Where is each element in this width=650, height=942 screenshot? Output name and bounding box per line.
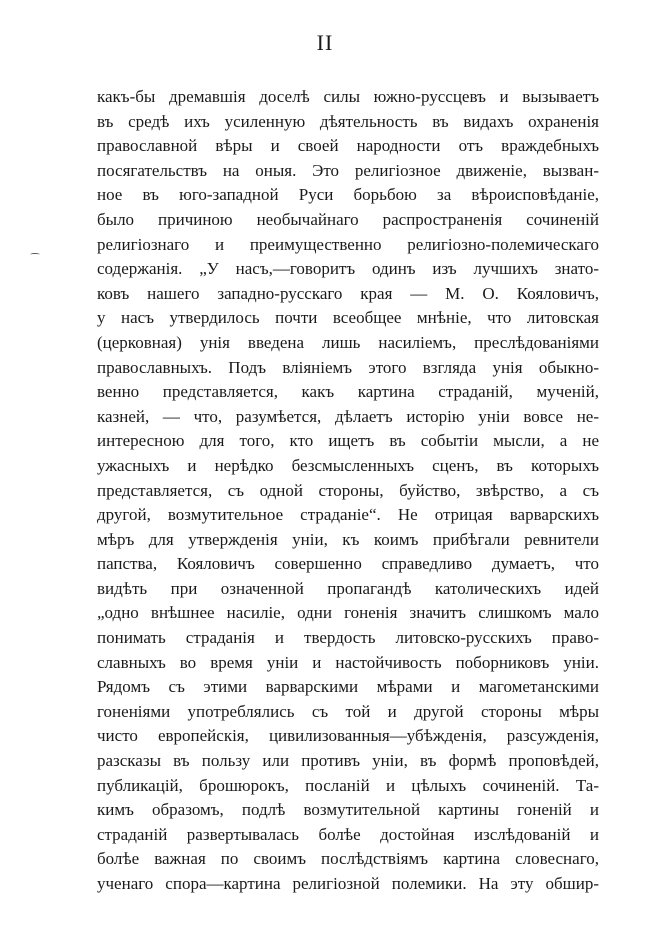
text-line: ученаго спора—картина религіозной полемики. На эту обшир- (97, 874, 599, 893)
text-line: кимъ образомъ, подлѣ возмутительной картины гоненій и (97, 800, 599, 820)
text-line: въ средѣ ихъ усиленную дѣятельность въ видахъ охраненія (97, 111, 599, 131)
page-number: II (316, 30, 334, 55)
body-text (97, 85, 599, 897)
text-line: папства, Кояловичъ совершенно справедливо думаетъ, что (97, 554, 599, 574)
text-line: (церковная) унія введена лишь насиліемъ, преслѣдованіями (97, 332, 599, 352)
text-line: разсказы въ пользу или противъ уніи, въ формѣ проповѣдей, (97, 751, 599, 771)
text-line: представляется, съ одной стороны, буйство, звѣрство, а съ (97, 480, 599, 500)
text-line: ковъ нашего западно-русскаго края — М. О. Кояловичъ, (97, 283, 599, 303)
text-line: другой, возмутительное страданіе“. Не отрицая варварскихъ (97, 505, 599, 525)
text-line: видѣть при означенной пропагандѣ католическихъ идей (97, 578, 599, 598)
text-line: интересною для того, кто ищетъ въ событіи мысли, а не (97, 431, 599, 451)
margin-mark (30, 253, 40, 256)
text-line: православной вѣры и своей народности отъ враждебныхъ (97, 136, 599, 156)
text-line: у насъ утвердилось почти всеобщее мнѣніе, что литовская (97, 308, 599, 328)
text-line: чисто европейскія, цивилизованныя—убѣжденія, разсужденія, (97, 726, 599, 746)
text-line: понимать страданія и твердость литовско-русскихъ право- (97, 628, 599, 648)
text-line: страданій развертывалась болѣе достойная изслѣдованій и (97, 824, 599, 844)
text-line: содержанія. „У насъ,—говоритъ одинъ изъ лучшихъ знато- (97, 259, 599, 279)
text-line: православныхъ. Подъ вліяніемъ этого взгляда унія обыкно- (97, 357, 599, 377)
text-line: какъ-бы дремавшія доселѣ силы южно-руссцевъ и вызываетъ (97, 87, 599, 106)
text-line: венно представляется, какъ картина страданій, мученій, (97, 382, 599, 402)
text-line: ное въ юго-западной Руси борьбою за вѣроисповѣданіе, (97, 185, 599, 205)
text-line: мѣръ для утвержденія уніи, къ коимъ прибѣгали ревнители (97, 529, 599, 549)
text-line: посягательствъ на оныя. Это религіозное движеніе, вызван- (97, 160, 599, 180)
text-line: публикацій, брошюрокъ, посланій и цѣлыхъ сочиненій. Та- (97, 775, 599, 795)
text-line: религіознаго и преимущественно религіозно-полемическаго (97, 234, 599, 254)
text-line: болѣе важная по своимъ послѣдствіямъ картина словеснаго, (97, 849, 599, 869)
text-line: ужасныхъ и нерѣдко безсмысленныхъ сценъ, въ которыхъ (97, 455, 599, 475)
text-line: было причиною необычайнаго распространенія сочиненій (97, 209, 599, 229)
text-line: казней, — что, разумѣется, дѣлаетъ исторію уніи вовсе не- (97, 406, 599, 426)
text-line: славныхъ во время уніи и настойчивость поборниковъ уніи. (97, 652, 599, 672)
text-line: Рядомъ съ этими варварскими мѣрами и магометанскими (97, 677, 599, 697)
text-line: гоненіями употреблялись съ той и другой стороны мѣры (97, 701, 599, 721)
text-line: „одно внѣшнее насиліе, одни гоненія значитъ слишкомъ мало (97, 603, 599, 623)
